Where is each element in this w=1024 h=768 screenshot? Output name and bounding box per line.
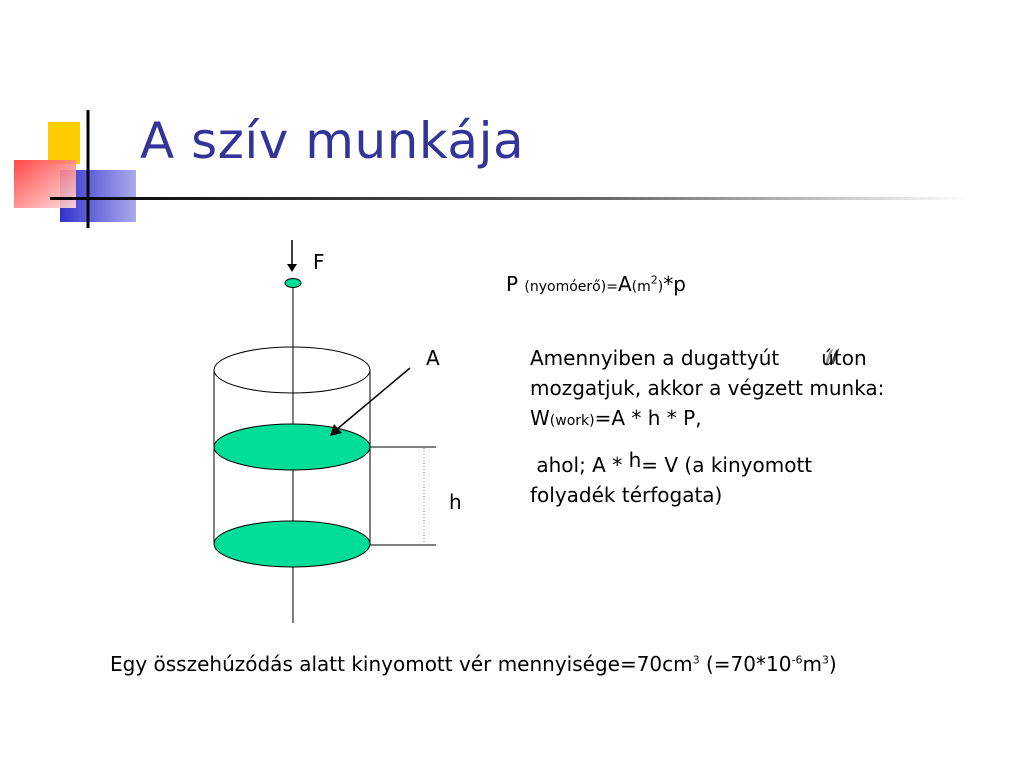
work-w: W — [530, 406, 550, 430]
pressure-formula — [506, 272, 686, 296]
cylinder-diagram — [214, 240, 436, 623]
cylinder-top — [214, 347, 370, 393]
force-label: F — [313, 250, 325, 274]
work-line-1-pre: Amennyiben a dugattyút — [530, 346, 780, 370]
area-label: A — [426, 346, 440, 370]
caption-exp-3: 3 — [821, 653, 829, 667]
caption-exp-2: -6 — [791, 653, 803, 667]
caption-pre: Egy összehúzódás alatt kinyomott vér mennyisége=70cm — [110, 652, 693, 676]
pressure-subscript: (nyomóerő)= — [524, 279, 618, 295]
caption-mid: (=70*10 — [699, 652, 792, 676]
page-title: A szív munkája — [140, 112, 525, 170]
work-line-1 — [530, 343, 884, 373]
caption-exp-1: 3 — [692, 653, 700, 667]
caption-unit: m — [802, 652, 822, 676]
volume-line-1 — [530, 450, 812, 480]
volume-h: h — [628, 448, 642, 472]
work-subscript: (work) — [549, 413, 595, 429]
volume-paragraph — [530, 450, 812, 510]
pressure-unit-exp: 2 — [650, 273, 658, 287]
bottom-caption — [110, 652, 837, 676]
area-arrow — [336, 368, 410, 430]
piston-upper-surface — [214, 424, 370, 470]
pressure-area: A — [617, 272, 632, 296]
red-square — [14, 160, 76, 208]
pressure-unit-close: ) — [657, 279, 664, 295]
piston-lower-surface — [214, 521, 370, 567]
work-paragraph — [530, 343, 884, 436]
caption-close: ) — [828, 652, 837, 676]
pressure-rest: *p — [663, 272, 686, 296]
pressure-unit-open: (m — [631, 279, 651, 295]
work-line-1-post: úton — [821, 346, 867, 370]
yellow-square — [48, 122, 80, 164]
volume-post: = V (a kinyomott — [641, 453, 813, 477]
pressure-p: P — [506, 272, 519, 296]
title-rule — [50, 197, 970, 200]
force-arrow-head — [287, 264, 297, 272]
work-line-3 — [530, 403, 884, 436]
work-line-2: mozgatjuk, akkor a végzett munka: — [530, 376, 885, 400]
volume-pre: ahol; A * — [536, 453, 623, 477]
work-formula: =A * h * P, — [594, 406, 702, 430]
height-label: h — [449, 490, 462, 514]
volume-line-2: folyadék térfogata) — [530, 483, 723, 507]
piston-rod-cap — [285, 279, 301, 288]
